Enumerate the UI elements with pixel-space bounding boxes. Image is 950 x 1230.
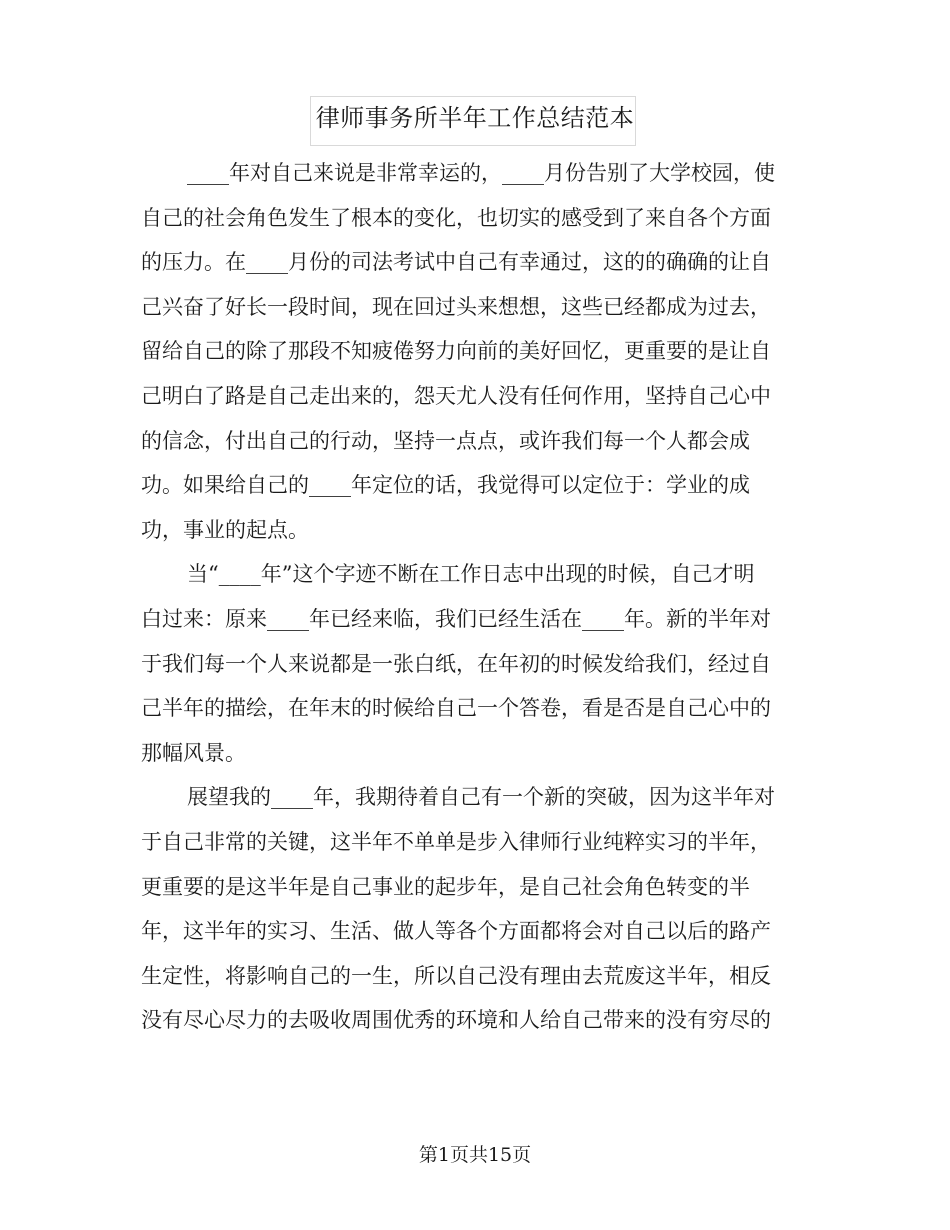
paragraph-3 (141, 775, 809, 1043)
text-line: 生定性，将影响自己的一生，所以自己没有理由去荒废这半年，相反 (141, 963, 771, 988)
text-line: 当“____年”这个字迹不断在工作日志中出现的时候，自己才明 (187, 562, 755, 587)
text-line: 年，这半年的实习、生活、做人等各个方面都将会对自己以后的路产 (141, 919, 771, 944)
text-line: 白过来：原来____年已经来临，我们已经生活在____年。新的半年对 (141, 606, 771, 631)
text-line: 更重要的是这半年是自己事业的起步年，是自己社会角色转变的半 (141, 874, 750, 899)
text-line: 己兴奋了好长一段时间，现在回过头来想想，这些已经都成为过去， (141, 294, 771, 319)
text-line: 那幅风景。 (141, 740, 246, 765)
text-line: ____年对自己来说是非常幸运的，____月份告别了大学校园，使 (187, 161, 775, 185)
text-line: 自己的社会角色发生了根本的变化，也切实的感受到了来自各个方面 (141, 205, 771, 230)
document-body (141, 151, 809, 1043)
text-line: 功，事业的起点。 (141, 517, 309, 542)
text-line: 没有尽心尽力的去吸收周围优秀的环境和人给自己带来的没有穷尽的 (141, 1008, 771, 1033)
text-line: 留给自己的除了那段不知疲倦努力向前的美好回忆，更重要的是让自 (141, 339, 771, 364)
paragraph-2 (141, 552, 809, 775)
text-line: 的压力。在____月份的司法考试中自己有幸通过，这的的确确的让自 (141, 250, 771, 275)
text-line: 己明白了路是自己走出来的，怨天尤人没有任何作用，坚持自己心中 (141, 383, 771, 408)
paragraph-1 (141, 151, 809, 552)
text-line: 的信念，付出自己的行动，坚持一点点，或许我们每一个人都会成 (141, 428, 750, 453)
page-footer: 第1页共15页 (418, 1144, 532, 1166)
text-line: 展望我的____年，我期待着自己有一个新的突破，因为这半年对 (187, 785, 775, 810)
text-line: 于我们每一个人来说都是一张白纸，在年初的时候发给我们，经过自 (141, 651, 771, 676)
document-title: 律师事务所半年工作总结范本 (315, 104, 635, 132)
text-line: 功。如果给自己的____年定位的话，我觉得可以定位于：学业的成 (141, 473, 750, 498)
text-line: 己半年的描绘，在年末的时候给自己一个答卷，看是否是自己心中的 (141, 696, 771, 721)
text-line: 于自己非常的关键，这半年不单单是步入律师行业纯粹实习的半年， (141, 829, 771, 854)
